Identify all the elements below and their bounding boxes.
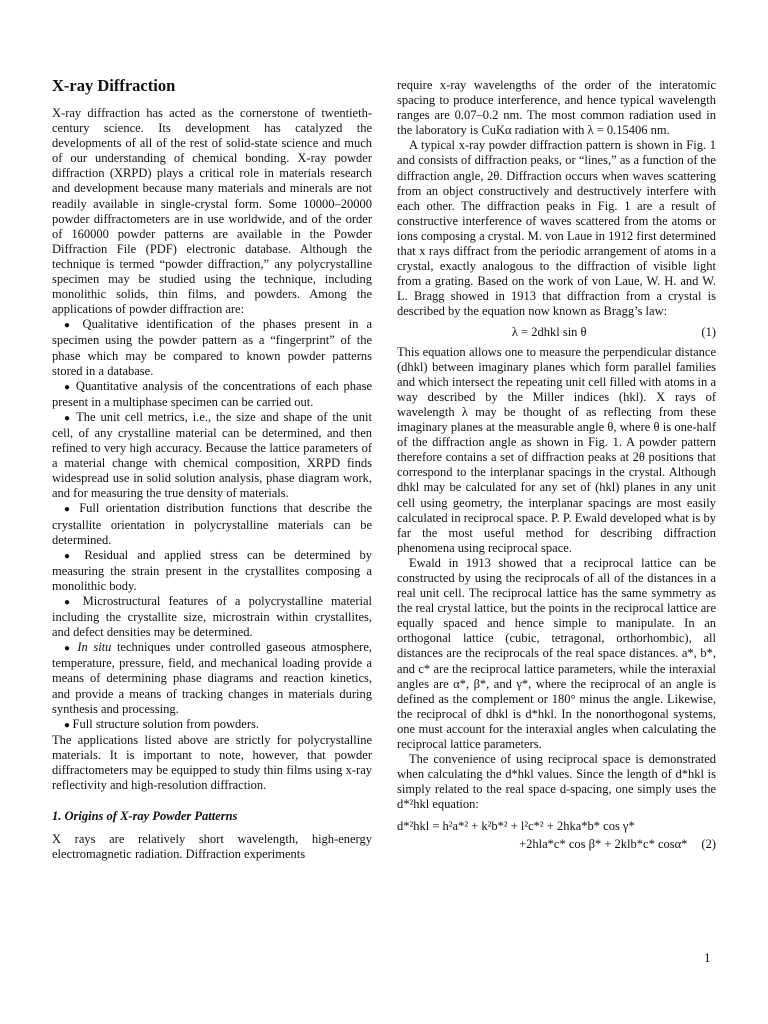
bullet-item: ● Full structure solution from powders. — [52, 717, 372, 733]
bullet-item: ● The unit cell metrics, i.e., the size and shape of the unit cell, of any crystalline material can be determined, and then refined to very high accuracy. Because the lattice parameters of a material change with chemical composition, XRPD finds widespread use in solid solution analysis, phase diagram work, and for measuring the true density of materials. — [52, 410, 372, 502]
equation-line: d*²hkl = h²a*² + k²b*² + l²c*² + 2hka*b* cos γ* — [397, 818, 635, 833]
intro-paragraph: X-ray diffraction has acted as the cornerstone of twentieth-century science. Its development has catalyzed the developments of all of the rest of solid-state science and much of our understanding of chemical bonding. X-ray powder diffraction (XRPD) plays a critical role in materials research and development because many materials and minerals are not readily available in single-crystal form. Some 10000–20000 powder diffractometers are in use worldwide, and of the order of 160000 powder patterns are available in the Powder Diffraction File (PDF) electronic database. Although the technique is termed “powder diffraction,” any polycrystalline specimen may be studied using the technique, including monolithic solids, thin films, and powders. Among the applications of powder diffraction are: — [52, 106, 372, 317]
bullet-item: ● Full orientation distribution functions that describe the crystallite orientation in polycrystalline materials can be determined. — [52, 501, 372, 547]
equation-line: +2hla*c* cos β* + 2klb*c* cosα* — [519, 836, 688, 851]
outro-paragraph: The applications listed above are strictly for polycrystalline materials. It is important to note, however, that powder diffractometers may be equipped to study thin films using x-ray reflectivity and high-resolution diffraction. — [52, 732, 372, 793]
paragraph: The convenience of using reciprocal space is demonstrated when calculating the d*hkl values. Since the length of d*hkl is simply related to the real space d-spacing, one simply uses the d*²hkl equation: — [397, 752, 716, 812]
page-number: 1 — [704, 950, 711, 965]
in-situ-term: In situ — [77, 640, 112, 655]
page-title: X-ray Diffraction — [52, 76, 176, 95]
paragraph: A typical x-ray powder diffraction pattern is shown in Fig. 1 and consists of diffraction peaks, or “lines,” as a function of the diffraction angle, 2θ. Diffraction occurs when waves scattering from an object constructively and destructively interfere with each other. The diffraction peaks in Fig. 1 are a result of constructive interference of waves scattered from the atoms or ions composing a crystal. M. von Laue in 1912 first determined that x rays diffract from the periodic arrangement of atoms in a crystal, exactly analogous to the diffraction of visible light from a grating. Based on the work of von Laue, W. H. and W. L. Bragg showed in 1913 that diffraction from a crystal is described by the equation now known as Bragg’s law: — [397, 138, 716, 319]
bullet-text: techniques under controlled gaseous atmosphere, temperature, pressure, field, and mechanical loading provide a means of determining phase diagrams and reaction kinetics, and provide a means of tracking changes in materials during synthesis and processing. — [52, 640, 372, 716]
section-paragraph: X rays are relatively short wavelength, high-energy electromagnetic radiation. Diffraction experiments — [52, 832, 372, 862]
paragraph: Ewald in 1913 showed that a reciprocal lattice can be constructed by using the reciprocals of all of the distances in a real unit cell. The reciprocal lattice has the same symmetry as the real crystal lattice, but the points in the reciprocal lattice are equally spaced and hence simple to manipulate. In an orthogonal lattice (cubic, tetragonal, orthorhombic), all distances are the reciprocals of the real space distances. a*, b*, and c* are the reciprocal lattice parameters, while the interaxial angles are α*, β*, and γ*, where the reciprocal of an angle is defined as the complement or 180° minus the angle. Likewise, the reciprocal of dhkl is d*hkl. In the nonorthogonal systems, one must account for the interaxial angles when calculating the reciprocal lattice parameters. — [397, 555, 716, 752]
equation-d-star — [397, 817, 716, 853]
paragraph: require x-ray wavelengths of the order of the interatomic spacing to produce interference, and hence typical wavelength ranges are 0.07–0.2 nm. The most common radiation used in the laboratory is CuKα radiation with λ = 0.15406 nm. — [397, 78, 716, 138]
bullet-item: ● Residual and applied stress can be determined by measuring the strain present in the crystallites composing a monolithic body. — [52, 548, 372, 594]
bullet-item: ● Microstructural features of a polycrystalline material including the crystallite size, microstrain within crystallites, and defect densities may be determined. — [52, 594, 372, 640]
equation-number: (1) — [701, 324, 716, 339]
bullet-item: ● Quantitative analysis of the concentrations of each phase present in a multiphase specimen can be carried out. — [52, 379, 372, 410]
equation-body: λ = 2dhkl sin θ — [511, 324, 587, 339]
equation-number: (2) — [701, 836, 716, 851]
equation-bragg — [397, 325, 716, 340]
right-column — [397, 78, 716, 853]
bullet-item: ● Qualitative identification of the phases present in a specimen using the powder pattern as a “fingerprint” of the phase which may be compared to known powder patterns stored in a database. — [52, 317, 372, 378]
paragraph: This equation allows one to measure the perpendicular distance (dhkl) between imaginary planes which form parallel families and which intersect the repeating unit cell filled with atoms in a way described by the Miller indices (hkl). X rays of wavelength λ may be thought of as reflecting from these imaginary planes at the measurable angle θ, where θ is one-half of the diffraction angle as shown in Fig. 1. A powder pattern therefore contains a set of diffraction peaks at 2θ positions that correspond to the interplanar spacings in the crystal. Although dhkl may be calculated for any set of (hkl) planes in any unit cell using geometry, the interplanar spacings are most easily calculated in reciprocal space. P. P. Ewald developed what is by far the most useful method for describing diffraction phenomena using reciprocal space. — [397, 344, 716, 555]
bullet-item-in-situ — [52, 640, 372, 716]
left-column — [52, 76, 372, 862]
section-heading: 1. Origins of X-ray Powder Patterns — [52, 809, 238, 824]
